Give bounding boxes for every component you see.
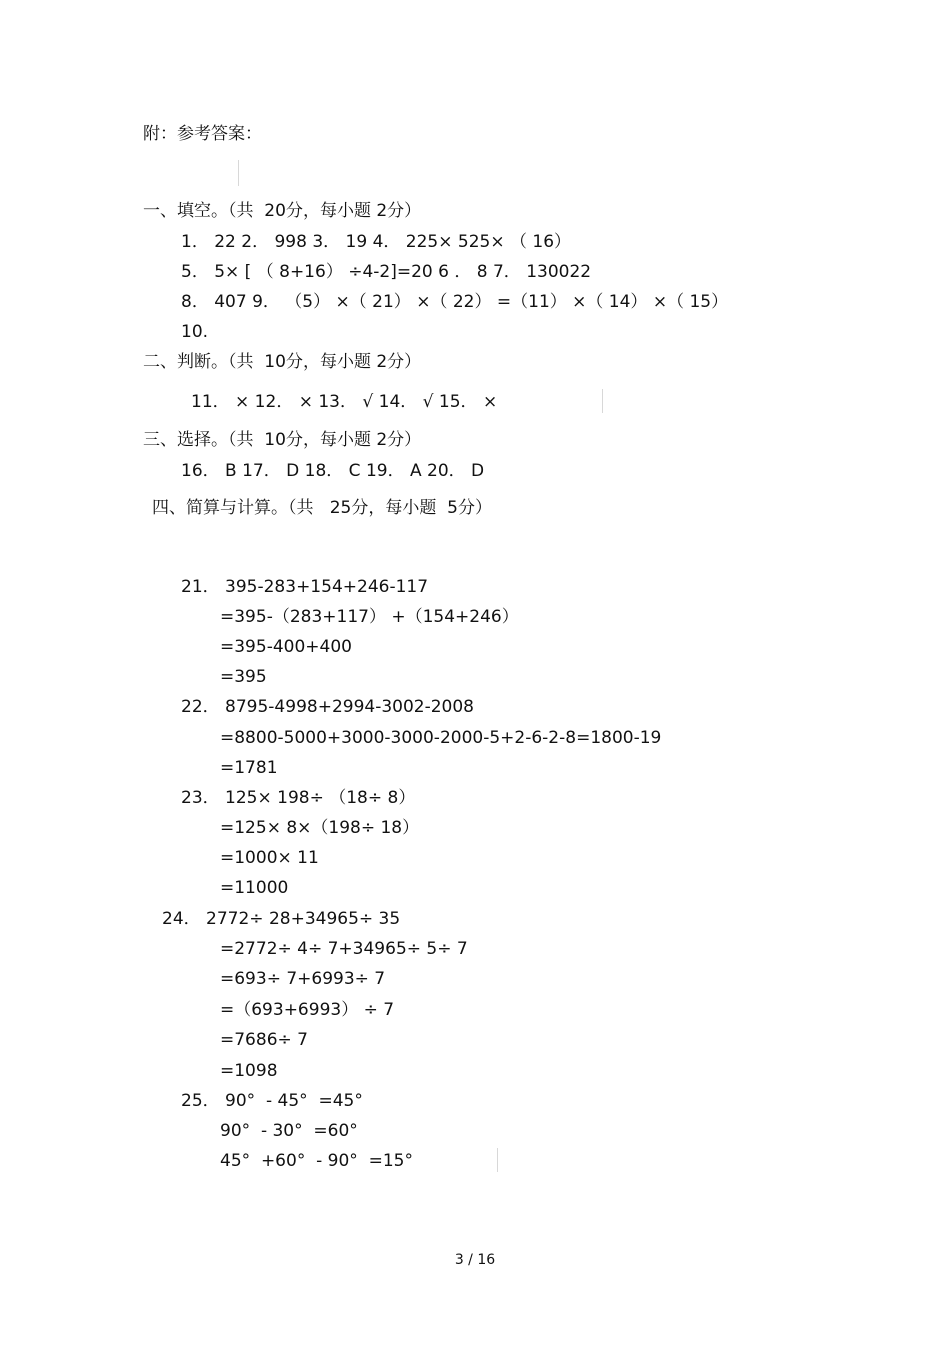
calc-step: =1781 <box>220 758 278 778</box>
question-25: 25． 90° - 45° =45° <box>181 1091 363 1111</box>
question-21: 21． 395-283+154+246-117 <box>181 577 429 597</box>
calc-step: =11000 <box>220 878 289 898</box>
calc-step: =125× 8×（198÷ 18） <box>220 818 420 838</box>
calc-step: 45° +60° - 90° =15° <box>220 1151 413 1171</box>
section1-line: 8． 407 9． （5） ×（ 21） ×（ 22） =（11） ×（ 14） ×（ 15） <box>181 292 729 312</box>
section2-title: 二、判断。（共 10分，每小题 2分） <box>143 352 422 372</box>
calc-step: =395-（283+117） +（154+246） <box>220 607 519 627</box>
calc-step: =1000× 11 <box>220 848 319 868</box>
calc-step: =395-400+400 <box>220 637 352 657</box>
separator-line <box>602 389 603 413</box>
question-23: 23． 125× 198÷ （18÷ 8） <box>181 788 416 808</box>
calc-step: =7686÷ 7 <box>220 1030 308 1050</box>
section1-line: 1． 22 2． 998 3． 19 4． 225× 525× （ 16） <box>181 232 572 252</box>
answer-heading: 附：参考答案： <box>143 124 262 144</box>
question-24: 24． 2772÷ 28+34965÷ 35 <box>162 909 401 929</box>
calc-step: =2772÷ 4÷ 7+34965÷ 5÷ 7 <box>220 939 468 959</box>
section2-line: 11． × 12． × 13． √ 14． √ 15． × <box>191 392 498 412</box>
page-number: 3 / 16 <box>454 1252 496 1268</box>
question-22: 22． 8795-4998+2994-3002-2008 <box>181 697 475 717</box>
section1-title: 一、填空。（共 20分，每小题 2分） <box>143 201 422 221</box>
separator-line <box>238 160 239 186</box>
calc-step: =8800-5000+3000-3000-2000-5+2-6-2-8=1800-19 <box>220 728 662 748</box>
section4-title: 四、简算与计算。（共 25分，每小题 5分） <box>152 498 492 518</box>
calc-step: 90° - 30° =60° <box>220 1121 358 1141</box>
calc-step: =395 <box>220 667 267 687</box>
calc-step: =693÷ 7+6993÷ 7 <box>220 969 386 989</box>
section3-line: 16． B 17． D 18． C 19． A 20． D <box>181 461 485 481</box>
section1-line: 10. <box>181 322 209 342</box>
section3-title: 三、选择。（共 10分，每小题 2分） <box>143 430 422 450</box>
section1-line: 5． 5× [ （ 8+16） ÷4-2]=20 6 ． 8 7． 130022 <box>181 262 592 282</box>
calc-step: =1098 <box>220 1061 278 1081</box>
separator-line <box>497 1148 498 1172</box>
calc-step: =（693+6993） ÷ 7 <box>220 1000 395 1020</box>
